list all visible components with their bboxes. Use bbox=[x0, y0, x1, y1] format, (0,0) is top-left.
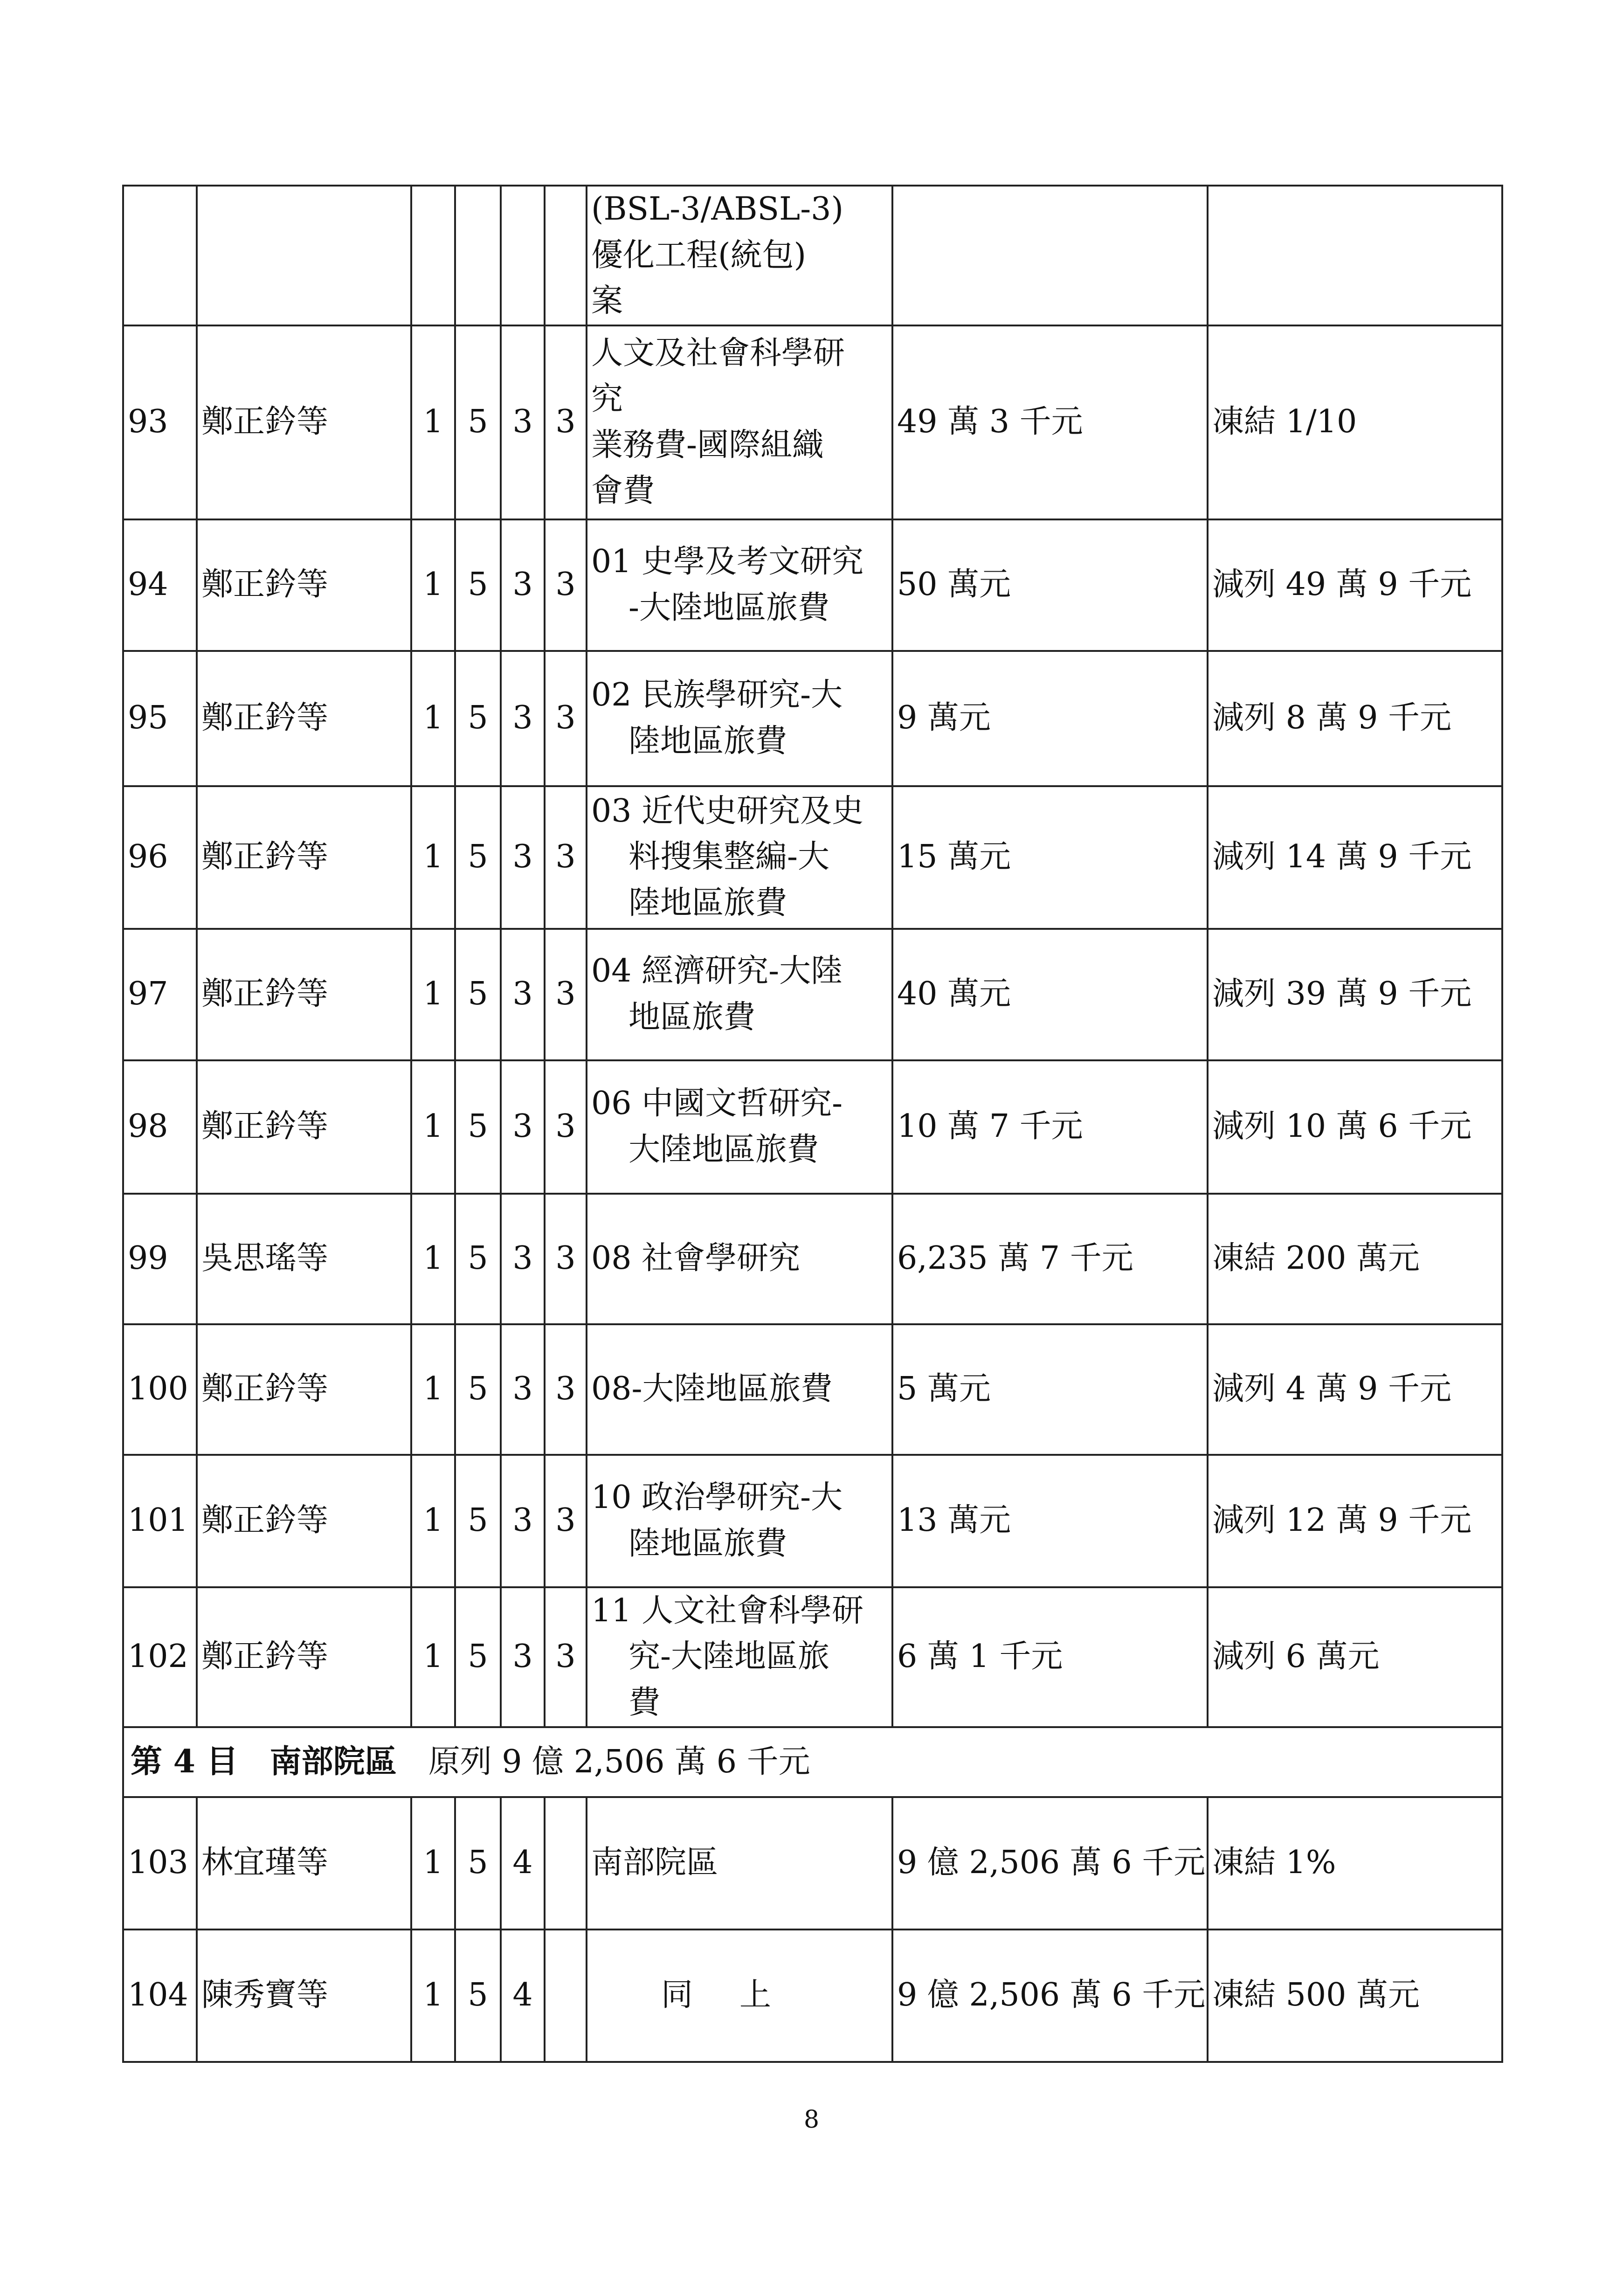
budget-code-d2: 5 bbox=[455, 1797, 501, 1929]
budget-item-line: 人文及社會科學研 bbox=[591, 334, 845, 372]
proposer-name: 鄭正鈐等 bbox=[197, 519, 411, 651]
original-amount: 9 億 2,506 萬 6 千元 bbox=[892, 1929, 1208, 2062]
original-amount: 50 萬元 bbox=[892, 519, 1208, 651]
budget-item-line: 06 中國文哲研究- bbox=[591, 1085, 843, 1122]
budget-item bbox=[587, 186, 892, 325]
proposed-action: 減列 8 萬 9 千元 bbox=[1208, 651, 1502, 786]
budget-code-d4: 3 bbox=[545, 651, 587, 786]
budget-code-d2: 5 bbox=[455, 929, 501, 1060]
budget-item-line: 究 bbox=[591, 380, 623, 418]
budget-code-d3: 3 bbox=[501, 1324, 545, 1455]
budget-code-d3: 4 bbox=[501, 1929, 545, 2062]
row-number: 93 bbox=[123, 325, 197, 519]
original-amount: 5 萬元 bbox=[892, 1324, 1208, 1455]
row-number: 100 bbox=[123, 1324, 197, 1455]
original-amount bbox=[892, 186, 1208, 325]
budget-item-line: 08-大陸地區旅費 bbox=[591, 1370, 833, 1408]
budget-item-line: 陸地區旅費 bbox=[628, 885, 787, 922]
table-row bbox=[123, 786, 1502, 929]
budget-item bbox=[587, 1797, 892, 1929]
budget-code-d4: 3 bbox=[545, 1194, 587, 1324]
budget-code-d2: 5 bbox=[455, 651, 501, 786]
table-row bbox=[123, 929, 1502, 1060]
budget-item-line: 01 史學及考文研究 bbox=[591, 543, 864, 581]
budget-code-d4: 3 bbox=[545, 1455, 587, 1587]
row-number: 95 bbox=[123, 651, 197, 786]
budget-item-line: 同上 bbox=[661, 1977, 818, 2014]
budget-code-d3: 3 bbox=[501, 1455, 545, 1587]
table-row bbox=[123, 1587, 1502, 1727]
original-amount: 6 萬 1 千元 bbox=[892, 1587, 1208, 1727]
proposed-action: 減列 4 萬 9 千元 bbox=[1208, 1324, 1502, 1455]
budget-code-d3 bbox=[501, 186, 545, 325]
row-number bbox=[123, 186, 197, 325]
budget-item bbox=[587, 1324, 892, 1455]
original-amount: 9 萬元 bbox=[892, 651, 1208, 786]
proposer-name: 陳秀寶等 bbox=[197, 1929, 411, 2062]
budget-code-d1: 1 bbox=[411, 1587, 455, 1727]
budget-item-line: 11 人文社會科學研 bbox=[591, 1592, 864, 1629]
proposer-name: 鄭正鈐等 bbox=[197, 651, 411, 786]
budget-code-d4: 3 bbox=[545, 786, 587, 929]
budget-code-d1: 1 bbox=[411, 1324, 455, 1455]
row-number: 104 bbox=[123, 1929, 197, 2062]
budget-item-line: 地區旅費 bbox=[628, 998, 756, 1036]
proposed-action: 減列 49 萬 9 千元 bbox=[1208, 519, 1502, 651]
budget-code-d4: 3 bbox=[545, 1060, 587, 1194]
proposer-name: 鄭正鈐等 bbox=[197, 1324, 411, 1455]
budget-code-d3: 3 bbox=[501, 1194, 545, 1324]
budget-item bbox=[587, 519, 892, 651]
proposer-name: 林宜瑾等 bbox=[197, 1797, 411, 1929]
budget-code-d2: 5 bbox=[455, 1929, 501, 2062]
proposed-action: 凍結 500 萬元 bbox=[1208, 1929, 1502, 2062]
budget-item-line: 究-大陸地區旅 bbox=[628, 1638, 829, 1675]
original-amount: 40 萬元 bbox=[892, 929, 1208, 1060]
budget-item-line: 南部院區 bbox=[591, 1844, 718, 1881]
budget-code-d4: 3 bbox=[545, 1324, 587, 1455]
table-row bbox=[123, 519, 1502, 651]
budget-item-line: 會費 bbox=[591, 472, 655, 510]
budget-item-line: 優化工程(統包) bbox=[591, 236, 807, 274]
budget-code-d1: 1 bbox=[411, 1060, 455, 1194]
table-row bbox=[123, 1455, 1502, 1587]
section-label: 第 4 目 南部院區 bbox=[131, 1743, 397, 1780]
row-number: 103 bbox=[123, 1797, 197, 1929]
table-row bbox=[123, 1929, 1502, 2062]
table-row bbox=[123, 1060, 1502, 1194]
budget-code-d4: 3 bbox=[545, 519, 587, 651]
page-number: 8 bbox=[803, 2106, 820, 2134]
original-amount: 10 萬 7 千元 bbox=[892, 1060, 1208, 1194]
proposer-name: 吳思瑤等 bbox=[197, 1194, 411, 1324]
budget-item-line: 業務費-國際組織 bbox=[591, 426, 824, 463]
budget-item-line: 04 經濟研究-大陸 bbox=[591, 953, 843, 990]
original-amount: 9 億 2,506 萬 6 千元 bbox=[892, 1797, 1208, 1929]
budget-code-d2: 5 bbox=[455, 786, 501, 929]
proposer-name: 鄭正鈐等 bbox=[197, 1587, 411, 1727]
budget-item-line: 03 近代史研究及史 bbox=[591, 792, 864, 830]
budget-item-line: 費 bbox=[628, 1684, 661, 1721]
table-row bbox=[123, 1797, 1502, 1929]
budget-code-d2 bbox=[455, 186, 501, 325]
budget-code-d2: 5 bbox=[455, 1324, 501, 1455]
proposed-action: 凍結 1/10 bbox=[1208, 325, 1502, 519]
budget-code-d3: 3 bbox=[501, 519, 545, 651]
row-number: 97 bbox=[123, 929, 197, 1060]
original-amount: 13 萬元 bbox=[892, 1455, 1208, 1587]
budget-code-d2: 5 bbox=[455, 1587, 501, 1727]
budget-code-d1: 1 bbox=[411, 1929, 455, 2062]
proposed-action: 凍結 1% bbox=[1208, 1797, 1502, 1929]
budget-item-line: 02 民族學研究-大 bbox=[591, 677, 843, 714]
budget-item-line: (BSL-3/ABSL-3) bbox=[591, 191, 843, 228]
proposer-name: 鄭正鈐等 bbox=[197, 929, 411, 1060]
budget-item-line: 08 社會學研究 bbox=[591, 1240, 801, 1277]
budget-code-d1: 1 bbox=[411, 651, 455, 786]
table-row bbox=[123, 651, 1502, 786]
proposed-action: 減列 39 萬 9 千元 bbox=[1208, 929, 1502, 1060]
proposer-name: 鄭正鈐等 bbox=[197, 1060, 411, 1194]
proposer-name: 鄭正鈐等 bbox=[197, 786, 411, 929]
budget-item bbox=[587, 1455, 892, 1587]
budget-code-d1: 1 bbox=[411, 786, 455, 929]
budget-code-d3: 3 bbox=[501, 1060, 545, 1194]
budget-code-d4: 3 bbox=[545, 1587, 587, 1727]
budget-code-d3: 3 bbox=[501, 786, 545, 929]
budget-code-d3: 4 bbox=[501, 1797, 545, 1929]
budget-code-d3: 3 bbox=[501, 325, 545, 519]
row-number: 99 bbox=[123, 1194, 197, 1324]
budget-code-d4 bbox=[545, 186, 587, 325]
budget-code-d1: 1 bbox=[411, 929, 455, 1060]
budget-code-d2: 5 bbox=[455, 1455, 501, 1587]
budget-item bbox=[587, 1194, 892, 1324]
budget-code-d1: 1 bbox=[411, 325, 455, 519]
budget-code-d2: 5 bbox=[455, 325, 501, 519]
table-row bbox=[123, 325, 1502, 519]
proposer-name bbox=[197, 186, 411, 325]
budget-item-line: 大陸地區旅費 bbox=[628, 1131, 819, 1168]
budget-code-d1: 1 bbox=[411, 1797, 455, 1929]
budget-code-d2: 5 bbox=[455, 1060, 501, 1194]
section-header-row bbox=[123, 1727, 1502, 1797]
budget-table bbox=[122, 185, 1503, 2063]
row-number: 102 bbox=[123, 1587, 197, 1727]
budget-item bbox=[587, 786, 892, 929]
budget-item-line: 料搜集整編-大 bbox=[628, 838, 829, 876]
proposer-name: 鄭正鈐等 bbox=[197, 325, 411, 519]
budget-code-d1: 1 bbox=[411, 1455, 455, 1587]
budget-item bbox=[587, 1060, 892, 1194]
original-amount: 15 萬元 bbox=[892, 786, 1208, 929]
budget-code-d3: 3 bbox=[501, 929, 545, 1060]
row-number: 98 bbox=[123, 1060, 197, 1194]
budget-code-d4 bbox=[545, 1929, 587, 2062]
proposer-name: 鄭正鈐等 bbox=[197, 1455, 411, 1587]
budget-item bbox=[587, 325, 892, 519]
budget-code-d3: 3 bbox=[501, 651, 545, 786]
budget-item-line: 案 bbox=[591, 283, 623, 320]
proposed-action: 凍結 200 萬元 bbox=[1208, 1194, 1502, 1324]
budget-code-d1: 1 bbox=[411, 519, 455, 651]
section-note: 原列 9 億 2,506 萬 6 千元 bbox=[428, 1743, 810, 1780]
proposed-action bbox=[1208, 186, 1502, 325]
budget-item-line: -大陸地區旅費 bbox=[628, 589, 829, 626]
budget-item bbox=[587, 1929, 892, 2062]
original-amount: 49 萬 3 千元 bbox=[892, 325, 1208, 519]
budget-item-line: 陸地區旅費 bbox=[628, 722, 787, 760]
proposed-action: 減列 12 萬 9 千元 bbox=[1208, 1455, 1502, 1587]
original-amount: 6,235 萬 7 千元 bbox=[892, 1194, 1208, 1324]
budget-item-line: 陸地區旅費 bbox=[628, 1525, 787, 1562]
row-number: 94 bbox=[123, 519, 197, 651]
budget-code-d4: 3 bbox=[545, 325, 587, 519]
budget-code-d3: 3 bbox=[501, 1587, 545, 1727]
proposed-action: 減列 6 萬元 bbox=[1208, 1587, 1502, 1727]
budget-code-d1 bbox=[411, 186, 455, 325]
budget-code-d2: 5 bbox=[455, 1194, 501, 1324]
row-number: 101 bbox=[123, 1455, 197, 1587]
budget-code-d4: 3 bbox=[545, 929, 587, 1060]
section-header bbox=[123, 1727, 1502, 1797]
budget-item bbox=[587, 929, 892, 1060]
budget-item-line: 10 政治學研究-大 bbox=[591, 1479, 843, 1516]
row-number: 96 bbox=[123, 786, 197, 929]
budget-code-d2: 5 bbox=[455, 519, 501, 651]
proposed-action: 減列 10 萬 6 千元 bbox=[1208, 1060, 1502, 1194]
budget-item bbox=[587, 1587, 892, 1727]
table-row bbox=[123, 186, 1502, 325]
table-row bbox=[123, 1324, 1502, 1455]
budget-code-d1: 1 bbox=[411, 1194, 455, 1324]
budget-code-d4 bbox=[545, 1797, 587, 1929]
proposed-action: 減列 14 萬 9 千元 bbox=[1208, 786, 1502, 929]
table-row bbox=[123, 1194, 1502, 1324]
budget-item bbox=[587, 651, 892, 786]
